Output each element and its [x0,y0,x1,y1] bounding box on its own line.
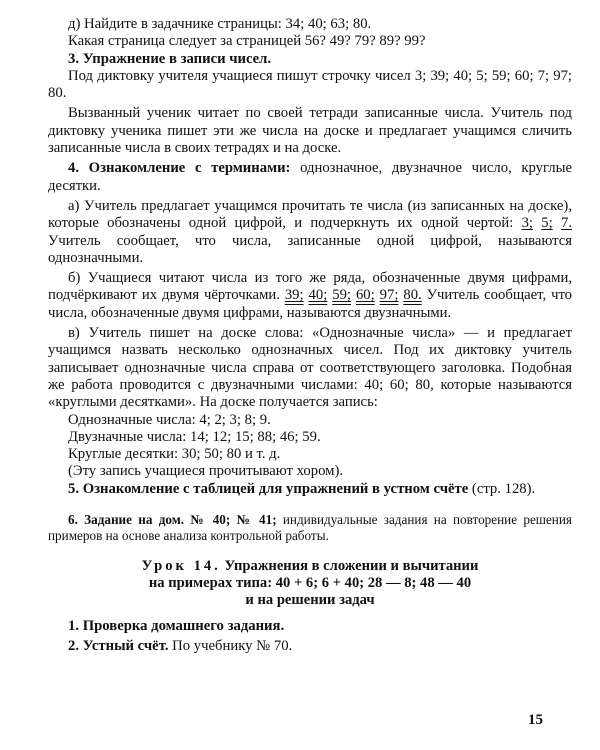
board-chorus-note: (Эту запись учащиеся прочитывают хором). [68,463,344,480]
homework [48,512,572,544]
board-single-digit: Однозначные числа: 4; 2; 3; 8; 9. [68,411,271,428]
double-underlined-number: 97; [379,287,399,304]
board-round-tens: Круглые десятки: 30; 50; 80 и т. д. [68,446,281,463]
double-underlined-number: 40; [308,287,328,304]
double-underlined-number: 80. [403,287,422,304]
section-4-c: в) Учитель пишет на доске слова: «Однозначные числа» — и предлагает учащимся назвать несколько однозначных чисел. Под их диктовку учитель записывает однозначные числа справа от соответствующего заголовка. Подобная же работа проводится с двузначными числами: 40; 60; 80, которые называются «круглыми десятками». На доске получается запись: [48,325,572,411]
lesson-title-line-1 [48,558,572,575]
double-underlined-number: 60; [355,287,375,304]
section-5-page-ref: (стр. 128). [468,480,536,497]
section-5-heading: 5. Ознакомление с таблицей для упражнений в устном счёте [68,480,469,497]
lesson-number: Урок 14. [141,558,221,575]
lesson-title-line-2: на примерах типа: 40 + 6; 6 + 40; 28 — 8; 48 — 40 [148,575,472,592]
underlined-number: 3; [521,215,534,232]
section-4-a-text: а) Учитель предлагает учащимся прочитать те числа (из записанных на доске), которые обозначены одной цифрой, и подчеркнуть их одной чертой: [48,197,572,232]
step-1-homework-check: 1. Проверка домашнего задания. [68,618,285,635]
step-2-text: По учебнику № 70. [168,638,293,655]
page-body [48,16,572,656]
section-4-b-text: б) Учащиеся читают числа из того же ряда, обозначенные двумя цифрами, подчёркивают их двумя чёрточками. [48,270,572,304]
section-3-heading: 3. Упражнение в записи чисел. [68,50,272,67]
step-2-mental-math [48,638,572,655]
double-underlined-number: 59; [332,287,352,304]
section-4-a-text-end: Учитель сообщает, что числа, записанные одной цифрой, называются однозначными. [48,232,572,266]
section-4-heading: 4. Ознакомление с терминами: [68,160,291,177]
homework-text: индивидуальные задания на повторение решения примеров на основе анализа контрольной работы. [48,512,572,544]
section-3-dictation: Под диктовку учителя учащиеся пишут строчку чисел 3; 39; 40; 5; 59; 60; 7; 97; 80. [48,67,572,102]
section-4-terms: однозначное, двузначное число, круглые десятки. [48,160,572,194]
section-4-b-text-end: Учитель сообщает, что числа, обозначенные двумя цифрами, называются двузначными. [48,287,573,321]
homework-heading: 6. Задание на дом. № 40; № 41; [68,512,277,528]
section-4-a [48,198,572,267]
section-4-intro [48,160,572,195]
section-3-check: Вызванный ученик читает по своей тетради записанные числа. Учитель под диктовку ученика пишет эти же числа на доске и предлагает учащимся сличить записанные числа в своих тетрадях и на доске. [48,105,572,157]
underlined-number: 7. [560,215,572,232]
board-two-digit: Двузначные числа: 14; 12; 15; 88; 46; 59. [68,428,321,445]
task-d-question: Какая страница следует за страницей 56? 49? 79? 89? 99? [68,33,426,50]
page-number: 15 [528,712,543,728]
underlined-number: 5; [541,215,553,232]
lesson-title-text: Упражнения в сложении и вычитании [220,558,479,575]
task-d: д) Найдите в задачнике страницы: 34; 40; 63; 80. [68,16,372,32]
double-underlined-number: 39; [284,287,304,304]
lesson-title-line-3: и на решении задач [245,592,375,609]
step-2-heading: 2. Устный счёт. [68,638,169,655]
section-4-b [48,270,572,322]
section-5 [48,481,572,498]
